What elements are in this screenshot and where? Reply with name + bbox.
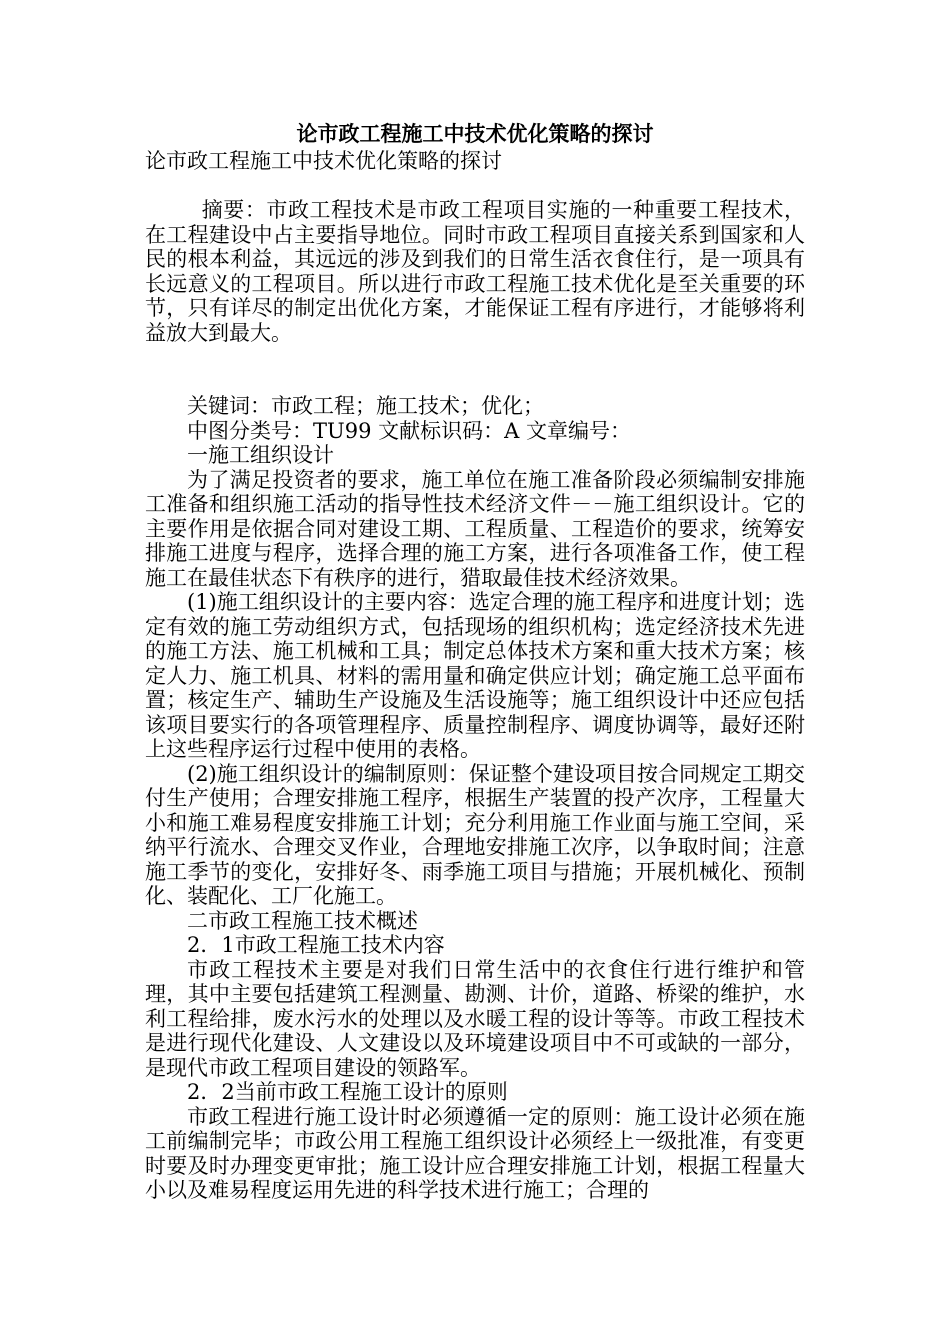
abstract-paragraph: 摘要：市政工程技术是市政工程项目实施的一种重要工程技术，在工程建设中占主要指导地位。同时市政工程项目直接关系到国家和人民的根本利益，其远远的涉及到我们的日常生活衣食住行，是一项具有长远意义的工程项目。所以进行市政工程施工技术优化是至关重要的环节，只有详尽的制定出优化方案，才能保证工程有序进行，才能够将利益放大到最大。 <box>145 198 805 345</box>
classification-line: 中图分类号：TU99 文献标识码：A 文章编号： <box>187 418 631 443</box>
paragraph: (1)施工组织设计的主要内容：选定合理的施工程序和进度计划；选定有效的施工劳动组织方式，包括现场的组织机构；选定经济技术先进的施工方法、施工机械和工具；制定总体技术方案和重大技术方案；核定人力、施工机具、材料的需用量和确定供应计划；确定施工总平面布置；核定生产、辅助生产设施及生活设施等；施工组织设计中还应包括该项目要实行的各项管理程序、质量控制程序、调度协调等，最好还附上这些程序运行过程中使用的表格。 <box>145 590 805 761</box>
paragraph: (2)施工组织设计的编制原则：保证整个建设项目按合同规定工期交付生产使用；合理安排施工程序，根据生产装置的投产次序，工程量大小和施工难易程度安排施工计划；充分利用施工作业面与施工空间，采纳平行流水、合理交叉作业，合理地安排施工次序，以争取时间；注意施工季节的变化，安排好冬、雨季施工项目与措施；开展机械化、预制化、装配化、工厂化施工。 <box>145 761 805 908</box>
section-heading: 一施工组织设计 <box>187 443 334 467</box>
paragraph: 为了满足投资者的要求，施工单位在施工准备阶段必须编制安排施工准备和组织施工活动的指导性技术经济文件－－施工组织设计。它的主要作用是依据合同对建设工期、工程质量、工程造价的要求，统筹安排施工进度与程序，选择合理的施工方案，进行各项准备工作，使工程施工在最佳状态下有秩序的进行，猎取最佳技术经济效果。 <box>145 467 805 590</box>
document-body <box>145 149 805 1203</box>
keywords-line: 关键词：市政工程；施工技术；优化； <box>187 394 544 418</box>
blank-line <box>145 174 805 199</box>
section-heading: 二市政工程施工技术概述 <box>187 908 418 933</box>
paragraph: 市政工程技术主要是对我们日常生活中的衣食住行进行维护和管理，其中主要包括建筑工程测量、勘测、计价，道路、桥梁的维护，水利工程给排，废水污水的处理以及水暖工程的设计等等。市政工程技术是进行现代化建设、人文建设以及环境建设项目中不可或缺的一部分，是现代市政工程项目建设的领路军。 <box>145 957 805 1080</box>
paragraph: 市政工程进行施工设计时必须遵循一定的原则：施工设计必须在施工前编制完毕；市政公用工程施工组织设计必须经上一级批准，有变更时要及时办理变更审批；施工设计应合理安排施工计划，根据工程量大小以及难易程度运用先进的科学技术进行施工；合理的 <box>145 1104 805 1202</box>
subsection-heading: 2．1市政工程施工技术内容 <box>187 933 445 957</box>
document-title: 论市政工程施工中技术优化策略的探讨 <box>296 121 654 146</box>
subsection-heading: 2．2当前市政工程施工设计的原则 <box>187 1080 508 1104</box>
document-subtitle: 论市政工程施工中技术优化策略的探讨 <box>145 149 502 173</box>
blank-line <box>145 370 805 395</box>
blank-line <box>145 345 805 370</box>
